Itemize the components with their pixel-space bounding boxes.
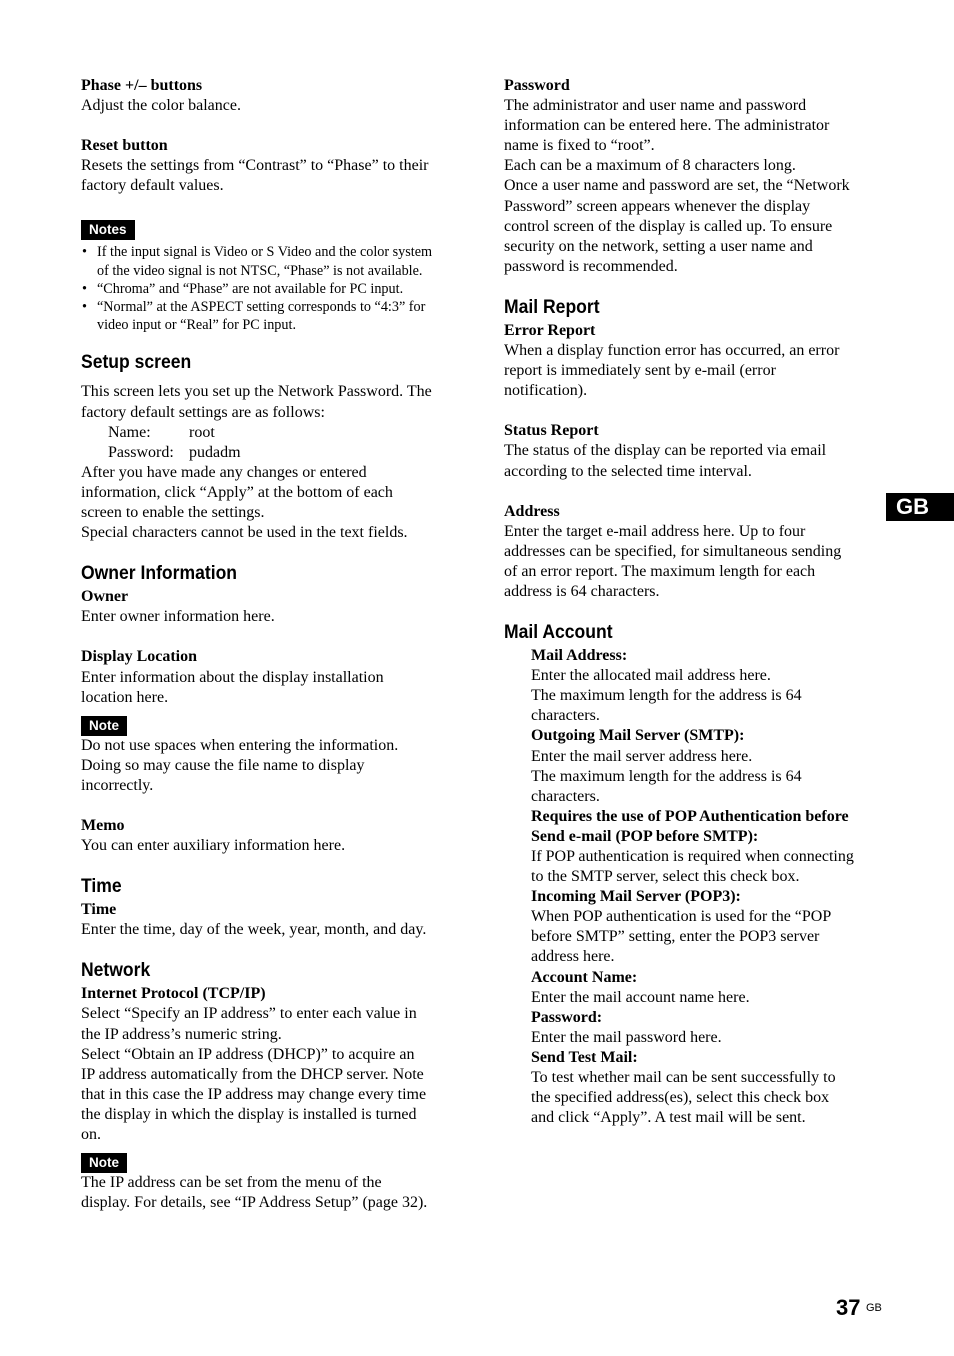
tcpip-desc-line: that in this case the IP address may change every time — [81, 1085, 427, 1103]
section-heading-time: Time — [81, 875, 122, 898]
smtp-desc: characters. — [531, 787, 600, 805]
tcpip-desc-line: the IP address’s numeric string. — [81, 1025, 282, 1043]
section-heading-mail-report: Mail Report — [504, 295, 600, 318]
reset-term: Reset button — [81, 137, 168, 155]
network-note-line: display. For details, see “IP Address Setup” (page 32). — [81, 1194, 428, 1212]
owner-note-line: incorrectly. — [81, 776, 154, 794]
notes-list — [81, 243, 453, 334]
language-tab: GB — [886, 493, 954, 521]
note-badge: Note — [81, 716, 127, 736]
smtp-term: Outgoing Mail Server (SMTP): — [531, 727, 745, 745]
time-term: Time — [81, 901, 117, 919]
section-heading-setup: Setup screen — [81, 351, 192, 374]
pop-before-smtp-term: Requires the use of POP Authentication before — [531, 807, 849, 825]
mail-address-term: Mail Address: — [531, 647, 628, 665]
owner-term: Owner — [81, 588, 129, 606]
mail-address-desc: characters. — [531, 707, 600, 725]
send-test-mail-desc: To test whether mail can be sent successfully to — [531, 1069, 836, 1087]
display-location-desc: Enter information about the display installation — [81, 668, 384, 686]
send-test-mail-term: Send Test Mail: — [531, 1048, 638, 1066]
notes-badge: Notes — [81, 220, 135, 240]
error-report-term: Error Report — [504, 321, 596, 339]
address-desc: of an error report. The maximum length for each — [504, 562, 816, 580]
default-password-row: Password: pudadm — [108, 443, 241, 461]
tcpip-desc-line: the display in which the display is installed is turned — [81, 1105, 417, 1123]
status-report-term: Status Report — [504, 422, 599, 440]
pop3-term: Incoming Mail Server (POP3): — [531, 888, 741, 906]
address-term: Address — [504, 502, 560, 520]
tcpip-desc-line: on. — [81, 1126, 101, 1144]
error-report-desc: report is immediately sent by e-mail (error — [504, 362, 776, 380]
phase-term: Phase +/– buttons — [81, 77, 203, 94]
pop3-desc: address here. — [531, 948, 615, 966]
error-report-desc: When a display function error has occurred, an error — [504, 342, 840, 360]
time-desc: Enter the time, day of the week, year, month, and day. — [81, 921, 427, 939]
pop-before-smtp-desc: If POP authentication is required when connecting — [531, 848, 854, 865]
pop3-desc: before SMTP” setting, enter the POP3 server — [531, 928, 820, 946]
mail-password-desc: Enter the mail password here. — [531, 1028, 722, 1046]
password-desc-line: information can be entered here. The administrator — [504, 117, 830, 135]
section-heading-mail-account: Mail Account — [504, 621, 613, 644]
password-desc-line: The administrator and user name and password — [504, 97, 807, 115]
section-heading-network: Network — [81, 959, 151, 982]
setup-intro-line: This screen lets you set up the Network Password. The — [81, 383, 432, 401]
mail-address-desc: Enter the allocated mail address here. — [531, 667, 771, 685]
owner-note-line: Doing so may cause the file name to display — [81, 756, 365, 774]
password-desc-line: control screen of the display is called up. To ensure — [504, 217, 833, 235]
send-test-mail-desc: the specified address(es), select this check box — [531, 1089, 830, 1107]
smtp-desc: Enter the mail server address here. — [531, 747, 753, 765]
password-desc-line: security on the network, setting a user name and — [504, 237, 813, 255]
setup-after-line: screen to enable the settings. — [81, 504, 265, 522]
memo-term: Memo — [81, 816, 125, 834]
tcpip-desc-line: IP address automatically from the DHCP server. Note — [81, 1065, 424, 1083]
setup-intro-line: factory default settings are as follows: — [81, 403, 325, 421]
password-desc-line: name is fixed to “root”. — [504, 137, 655, 155]
pop-before-smtp-desc: to the SMTP server, select this check box. — [531, 868, 800, 886]
password-desc-line: Once a user name and password are set, the “Network — [504, 177, 850, 195]
note-item: • If the input signal is Video or S Video and the color system of the video signal is not NTSC, “Phase” is not available. — [81, 243, 453, 279]
password-term: Password — [504, 77, 570, 94]
setup-after-line: information, click “Apply” at the bottom of each — [81, 483, 393, 501]
setup-after-line: Special characters cannot be used in the text fields. — [81, 524, 408, 542]
default-name-row: Name: root — [108, 423, 215, 441]
tcpip-term: Internet Protocol (TCP/IP) — [81, 985, 266, 1003]
mail-password-term: Password: — [531, 1008, 603, 1026]
owner-note-line: Do not use spaces when entering the information. — [81, 736, 399, 754]
account-name-desc: Enter the mail account name here. — [531, 988, 750, 1006]
owner-desc: Enter owner information here. — [81, 608, 275, 626]
network-note-line: The IP address can be set from the menu of the — [81, 1174, 382, 1192]
page-number: 37 — [836, 1295, 861, 1320]
tcpip-desc-line: Select “Specify an IP address” to enter each value in — [81, 1005, 417, 1023]
password-desc-line: password is recommended. — [504, 257, 678, 275]
section-heading-owner-information: Owner Information — [81, 562, 238, 585]
password-desc-line: Each can be a maximum of 8 characters long. — [504, 157, 796, 175]
setup-after-line: After you have made any changes or entered — [81, 463, 367, 481]
reset-desc-line: Resets the settings from “Contrast” to “Phase” to their — [81, 157, 429, 175]
status-report-desc: according to the selected time interval. — [504, 462, 752, 480]
smtp-desc: The maximum length for the address is 64 — [531, 767, 802, 785]
phase-desc: Adjust the color balance. — [81, 97, 241, 115]
pop3-desc: When POP authentication is used for the “POP — [531, 908, 832, 926]
display-location-desc: location here. — [81, 688, 169, 706]
address-desc: address is 64 characters. — [504, 582, 660, 600]
note-badge: Note — [81, 1153, 127, 1173]
memo-desc: You can enter auxiliary information here. — [81, 837, 346, 855]
status-report-desc: The status of the display can be reported via email — [504, 442, 827, 460]
account-name-term: Account Name: — [531, 968, 638, 986]
left-column — [81, 76, 453, 1213]
mail-address-desc: The maximum length for the address is 64 — [531, 687, 802, 705]
send-test-mail-desc: and click “Apply”. A test mail will be sent. — [531, 1109, 806, 1127]
pop-before-smtp-term: Send e-mail (POP before SMTP): — [531, 827, 759, 845]
reset-desc-line: factory default values. — [81, 177, 224, 195]
address-desc: addresses can be specified, for simultaneous sending — [504, 542, 842, 560]
right-column — [504, 76, 874, 1128]
note-item: • “Normal” at the ASPECT setting corresponds to “4:3” for video input or “Real” for PC input. — [81, 298, 453, 334]
note-item: • “Chroma” and “Phase” are not available for PC input. — [81, 280, 453, 298]
tcpip-desc-line: Select “Obtain an IP address (DHCP)” to acquire an — [81, 1045, 415, 1063]
display-location-term: Display Location — [81, 648, 198, 666]
error-report-desc: notification). — [504, 382, 588, 400]
page-number-suffix: GB — [866, 1302, 882, 1314]
address-desc: Enter the target e-mail address here. Up to four — [504, 522, 806, 540]
password-desc-line: Password” screen appears whenever the display — [504, 197, 811, 215]
mail-account-list — [504, 646, 874, 1128]
